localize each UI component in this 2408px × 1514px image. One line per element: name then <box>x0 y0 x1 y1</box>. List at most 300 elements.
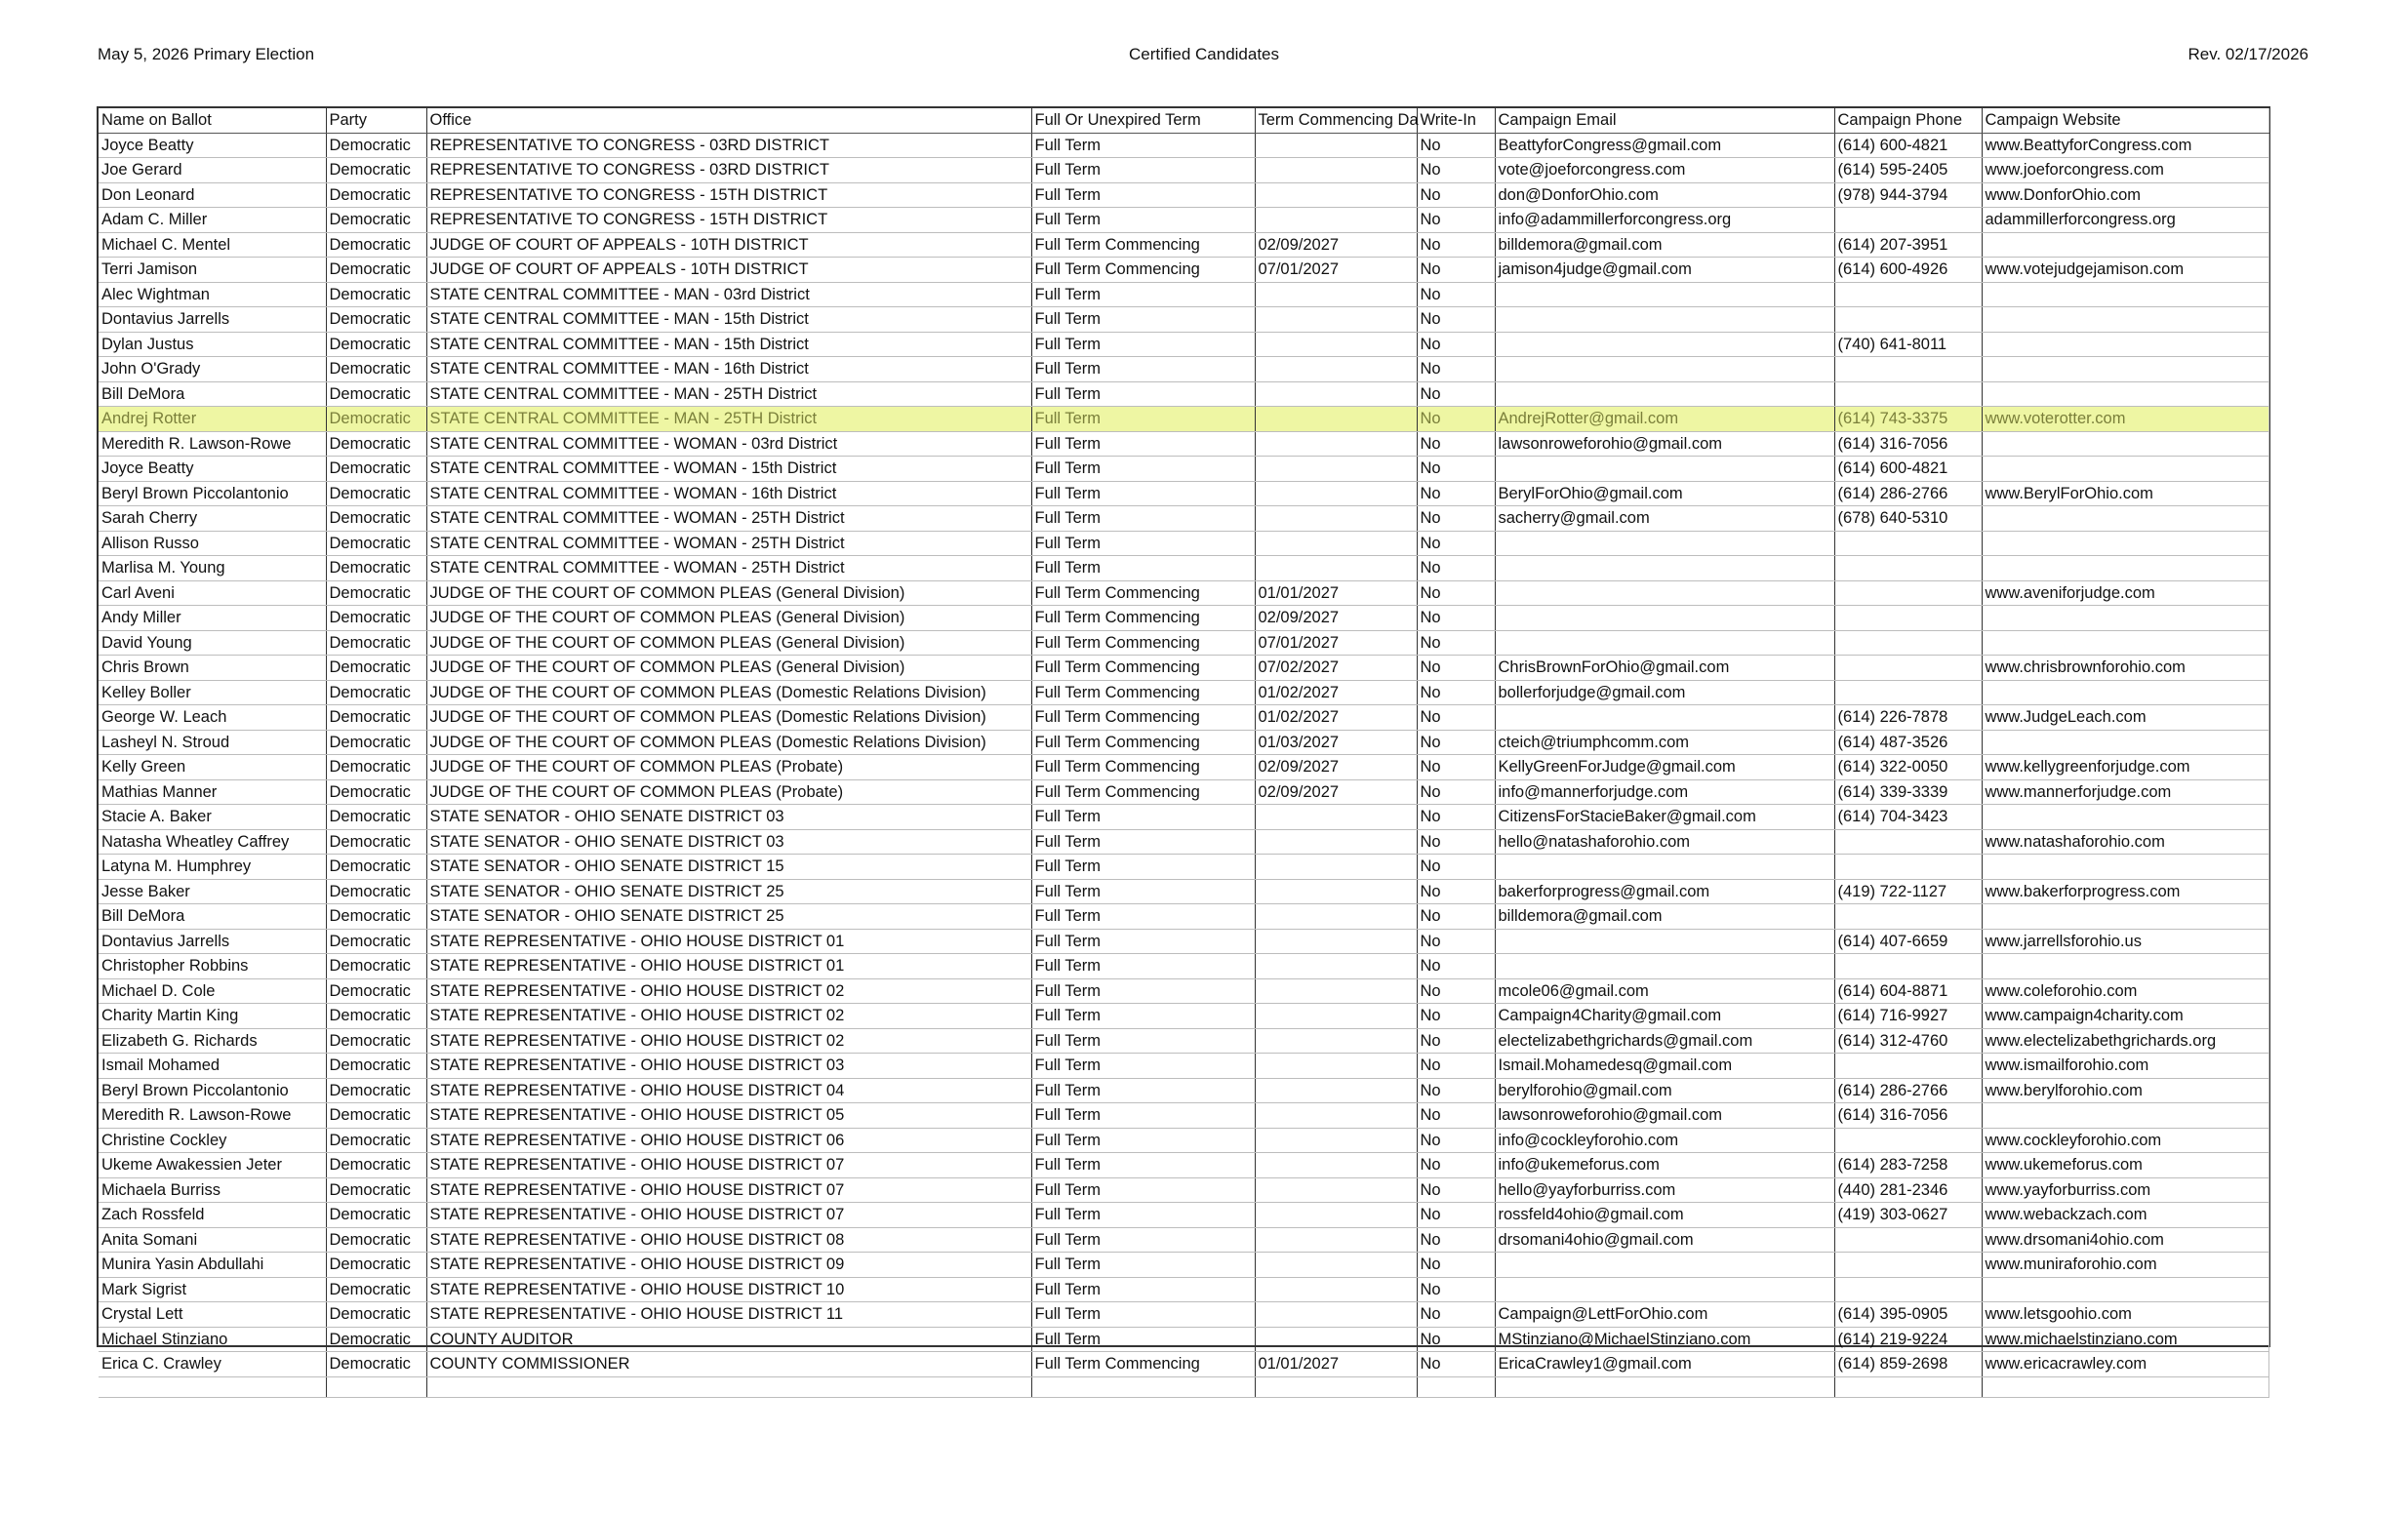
table-cell: Democratic <box>326 307 426 333</box>
table-cell: No <box>1417 407 1495 432</box>
table-row <box>99 1352 2268 1377</box>
table-cell <box>1495 954 1834 979</box>
table-cell: No <box>1417 755 1495 780</box>
table-row <box>99 357 2268 382</box>
table-cell <box>1495 357 1834 382</box>
table-cell: Full Term <box>1031 1078 1255 1103</box>
table-cell <box>1255 805 1417 830</box>
table-cell: Democratic <box>326 1177 426 1203</box>
table-row <box>99 182 2268 208</box>
column-header: Party <box>326 108 426 133</box>
table-cell: Democratic <box>326 457 426 482</box>
table-cell: Full Term <box>1031 855 1255 880</box>
table-cell <box>1834 282 1982 307</box>
column-header: Term Commencing Da <box>1255 108 1417 133</box>
table-cell: Democratic <box>326 879 426 904</box>
table-row <box>99 158 2268 183</box>
table-cell: www.drsomani4ohio.com <box>1982 1227 2268 1253</box>
table-cell: Democratic <box>326 282 426 307</box>
table-cell <box>1255 381 1417 407</box>
table-cell: STATE CENTRAL COMMITTEE - WOMAN - 03rd District <box>426 431 1031 457</box>
table-cell <box>1255 855 1417 880</box>
table-cell: www.campaign4charity.com <box>1982 1004 2268 1029</box>
table-cell: Michael C. Mentel <box>99 232 326 258</box>
candidates-table <box>99 108 2269 1398</box>
election-title: May 5, 2026 Primary Election <box>98 45 315 63</box>
table-cell: STATE REPRESENTATIVE - OHIO HOUSE DISTRICT 08 <box>426 1227 1031 1253</box>
table-cell: No <box>1417 1203 1495 1228</box>
table-cell: Allison Russo <box>99 531 326 556</box>
table-cell: lawsonroweforohio@gmail.com <box>1495 1103 1834 1129</box>
table-cell: STATE REPRESENTATIVE - OHIO HOUSE DISTRICT 03 <box>426 1054 1031 1079</box>
table-cell: Andy Miller <box>99 606 326 631</box>
table-cell: www.cockleyforohio.com <box>1982 1128 2268 1153</box>
table-row <box>99 1203 2268 1228</box>
table-cell <box>1255 1128 1417 1153</box>
table-cell: No <box>1417 258 1495 283</box>
table-cell: (614) 600-4821 <box>1834 133 1982 158</box>
empty-cell <box>1031 1376 1255 1397</box>
table-cell: Full Term Commencing <box>1031 779 1255 805</box>
table-cell: (614) 704-3423 <box>1834 805 1982 830</box>
table-cell: No <box>1417 158 1495 183</box>
table-row <box>99 879 2268 904</box>
table-cell: Full Term <box>1031 1203 1255 1228</box>
table-cell <box>1495 929 1834 954</box>
table-cell <box>1255 1227 1417 1253</box>
table-cell <box>1495 307 1834 333</box>
table-cell: bollerforjudge@gmail.com <box>1495 680 1834 705</box>
table-row <box>99 208 2268 233</box>
table-cell: Full Term <box>1031 879 1255 904</box>
table-cell: Full Term <box>1031 1177 1255 1203</box>
table-cell: www.voterotter.com <box>1982 407 2268 432</box>
table-cell: Joe Gerard <box>99 158 326 183</box>
table-row <box>99 1253 2268 1278</box>
table-row <box>99 1054 2268 1079</box>
table-cell: Mathias Manner <box>99 779 326 805</box>
table-cell: Full Term <box>1031 506 1255 532</box>
table-cell: No <box>1417 879 1495 904</box>
table-cell: John O'Grady <box>99 357 326 382</box>
table-cell: JUDGE OF COURT OF APPEALS - 10TH DISTRICT <box>426 258 1031 283</box>
table-cell: No <box>1417 232 1495 258</box>
table-cell: Carl Aveni <box>99 580 326 606</box>
table-cell: STATE CENTRAL COMMITTEE - WOMAN - 25TH District <box>426 556 1031 581</box>
table-cell: Full Term <box>1031 457 1255 482</box>
table-cell: Democratic <box>326 133 426 158</box>
table-cell: No <box>1417 1352 1495 1377</box>
table-row <box>99 1277 2268 1302</box>
table-cell <box>1255 1253 1417 1278</box>
table-cell <box>1495 457 1834 482</box>
empty-cell <box>1255 1376 1417 1397</box>
table-cell: Full Term <box>1031 1227 1255 1253</box>
table-cell <box>1982 307 2268 333</box>
table-row <box>99 1078 2268 1103</box>
table-cell: No <box>1417 1054 1495 1079</box>
table-cell: No <box>1417 1078 1495 1103</box>
table-cell <box>1982 606 2268 631</box>
table-cell: No <box>1417 855 1495 880</box>
table-cell: REPRESENTATIVE TO CONGRESS - 03RD DISTRICT <box>426 133 1031 158</box>
table-cell <box>1982 954 2268 979</box>
table-cell: billdemora@gmail.com <box>1495 904 1834 930</box>
table-cell: Kelly Green <box>99 755 326 780</box>
table-cell: Kelley Boller <box>99 680 326 705</box>
table-cell: Democratic <box>326 978 426 1004</box>
table-cell: Michael D. Cole <box>99 978 326 1004</box>
table-cell <box>1495 531 1834 556</box>
candidates-table-frame <box>97 106 2270 1374</box>
table-cell: Natasha Wheatley Caffrey <box>99 829 326 855</box>
table-cell: STATE CENTRAL COMMITTEE - MAN - 15th District <box>426 332 1031 357</box>
table-cell: No <box>1417 332 1495 357</box>
table-cell: STATE REPRESENTATIVE - OHIO HOUSE DISTRICT 02 <box>426 1028 1031 1054</box>
table-row <box>99 1153 2268 1178</box>
table-row <box>99 1177 2268 1203</box>
table-cell: MStinziano@MichaelStinziano.com <box>1495 1327 1834 1352</box>
table-cell: No <box>1417 705 1495 731</box>
table-cell <box>1255 481 1417 506</box>
table-cell: sacherry@gmail.com <box>1495 506 1834 532</box>
table-cell: www.votejudgejamison.com <box>1982 258 2268 283</box>
table-cell: STATE CENTRAL COMMITTEE - MAN - 15th District <box>426 307 1031 333</box>
table-cell: 01/01/2027 <box>1255 580 1417 606</box>
table-cell: Full Term Commencing <box>1031 606 1255 631</box>
table-row <box>99 630 2268 656</box>
table-cell: Democratic <box>326 1078 426 1103</box>
table-cell: No <box>1417 381 1495 407</box>
table-cell: 07/01/2027 <box>1255 630 1417 656</box>
table-cell: bakerforprogress@gmail.com <box>1495 879 1834 904</box>
table-cell: No <box>1417 307 1495 333</box>
table-cell: No <box>1417 282 1495 307</box>
table-cell: Campaign4Charity@gmail.com <box>1495 1004 1834 1029</box>
table-cell: (419) 722-1127 <box>1834 879 1982 904</box>
table-cell: Democratic <box>326 158 426 183</box>
table-cell <box>1495 332 1834 357</box>
table-cell <box>1255 531 1417 556</box>
table-cell: Democratic <box>326 1128 426 1153</box>
table-cell: Democratic <box>326 208 426 233</box>
table-cell <box>1255 431 1417 457</box>
table-row <box>99 1227 2268 1253</box>
table-row <box>99 531 2268 556</box>
table-cell <box>1255 158 1417 183</box>
table-cell: www.DonforOhio.com <box>1982 182 2268 208</box>
table-row <box>99 381 2268 407</box>
table-cell <box>1982 506 2268 532</box>
table-cell: STATE SENATOR - OHIO SENATE DISTRICT 25 <box>426 904 1031 930</box>
table-cell <box>1834 904 1982 930</box>
table-cell <box>1982 630 2268 656</box>
table-cell: Full Term <box>1031 381 1255 407</box>
table-cell: STATE REPRESENTATIVE - OHIO HOUSE DISTRICT 05 <box>426 1103 1031 1129</box>
table-cell <box>1982 431 2268 457</box>
table-cell: Full Term <box>1031 1327 1255 1352</box>
table-cell: (614) 207-3951 <box>1834 232 1982 258</box>
table-cell <box>1834 531 1982 556</box>
table-cell: No <box>1417 182 1495 208</box>
table-cell: No <box>1417 1177 1495 1203</box>
table-cell <box>1255 133 1417 158</box>
table-cell: Democratic <box>326 1153 426 1178</box>
table-cell: (614) 604-8871 <box>1834 978 1982 1004</box>
table-cell: drsomani4ohio@gmail.com <box>1495 1227 1834 1253</box>
table-cell: Full Term <box>1031 357 1255 382</box>
table-cell: Christine Cockley <box>99 1128 326 1153</box>
table-cell: Full Term <box>1031 829 1255 855</box>
table-cell: No <box>1417 1103 1495 1129</box>
table-cell: (614) 600-4926 <box>1834 258 1982 283</box>
table-cell: Full Term <box>1031 208 1255 233</box>
table-cell <box>1255 1302 1417 1328</box>
table-cell: rossfeld4ohio@gmail.com <box>1495 1203 1834 1228</box>
table-cell: BerylForOhio@gmail.com <box>1495 481 1834 506</box>
table-row <box>99 431 2268 457</box>
table-cell: Joyce Beatty <box>99 133 326 158</box>
table-cell: Full Term <box>1031 158 1255 183</box>
table-cell: cteich@triumphcomm.com <box>1495 730 1834 755</box>
table-cell: 01/02/2027 <box>1255 680 1417 705</box>
table-row <box>99 730 2268 755</box>
table-cell: Ukeme Awakessien Jeter <box>99 1153 326 1178</box>
table-cell: (614) 219-9224 <box>1834 1327 1982 1352</box>
table-cell: Democratic <box>326 829 426 855</box>
table-cell <box>1255 1327 1417 1352</box>
table-row <box>99 855 2268 880</box>
table-cell: (614) 226-7878 <box>1834 705 1982 731</box>
table-cell: Democratic <box>326 1028 426 1054</box>
table-cell: www.coleforohio.com <box>1982 978 2268 1004</box>
table-cell: No <box>1417 1028 1495 1054</box>
table-row <box>99 258 2268 283</box>
table-cell: Full Term <box>1031 1054 1255 1079</box>
table-cell <box>1255 1277 1417 1302</box>
table-cell: JUDGE OF THE COURT OF COMMON PLEAS (Probate) <box>426 779 1031 805</box>
table-cell: Full Term <box>1031 1277 1255 1302</box>
table-cell: Ismail Mohamed <box>99 1054 326 1079</box>
table-cell: Full Term <box>1031 904 1255 930</box>
table-cell <box>1982 457 2268 482</box>
table-cell: Michaela Burriss <box>99 1177 326 1203</box>
table-cell: Full Term Commencing <box>1031 232 1255 258</box>
table-row <box>99 705 2268 731</box>
table-cell <box>1495 606 1834 631</box>
column-header: Write-In <box>1417 108 1495 133</box>
table-cell: Democratic <box>326 1352 426 1377</box>
table-cell: STATE REPRESENTATIVE - OHIO HOUSE DISTRICT 07 <box>426 1153 1031 1178</box>
table-cell: No <box>1417 1004 1495 1029</box>
table-cell <box>1834 1253 1982 1278</box>
table-cell: jamison4judge@gmail.com <box>1495 258 1834 283</box>
table-cell: REPRESENTATIVE TO CONGRESS - 03RD DISTRICT <box>426 158 1031 183</box>
table-cell: No <box>1417 133 1495 158</box>
table-cell: (614) 487-3526 <box>1834 730 1982 755</box>
table-cell <box>1834 208 1982 233</box>
table-cell: Democratic <box>326 1327 426 1352</box>
table-cell: (614) 600-4821 <box>1834 457 1982 482</box>
table-cell: www.BeattyforCongress.com <box>1982 133 2268 158</box>
table-cell <box>1255 556 1417 581</box>
table-cell <box>1834 829 1982 855</box>
table-cell <box>1255 282 1417 307</box>
table-cell: JUDGE OF THE COURT OF COMMON PLEAS (General Division) <box>426 656 1031 681</box>
table-cell <box>1834 656 1982 681</box>
table-cell: Anita Somani <box>99 1227 326 1253</box>
table-row <box>99 457 2268 482</box>
table-cell <box>1982 855 2268 880</box>
table-cell: (419) 303-0627 <box>1834 1203 1982 1228</box>
table-row <box>99 656 2268 681</box>
table-cell: No <box>1417 457 1495 482</box>
table-cell: No <box>1417 556 1495 581</box>
table-cell <box>1255 904 1417 930</box>
table-cell: Democratic <box>326 1277 426 1302</box>
table-cell: Full Term Commencing <box>1031 755 1255 780</box>
table-cell <box>1982 730 2268 755</box>
table-row <box>99 506 2268 532</box>
table-cell: Full Term <box>1031 307 1255 333</box>
table-cell: (614) 316-7056 <box>1834 431 1982 457</box>
table-cell <box>1495 282 1834 307</box>
table-row <box>99 954 2268 979</box>
table-cell: Full Term <box>1031 556 1255 581</box>
table-cell <box>1255 407 1417 432</box>
table-cell <box>1255 1078 1417 1103</box>
table-cell <box>1834 954 1982 979</box>
table-cell <box>1255 1028 1417 1054</box>
table-cell <box>1255 332 1417 357</box>
table-cell: ChrisBrownForOhio@gmail.com <box>1495 656 1834 681</box>
table-cell: No <box>1417 730 1495 755</box>
table-row <box>99 1028 2268 1054</box>
table-cell: lawsonroweforohio@gmail.com <box>1495 431 1834 457</box>
table-row <box>99 133 2268 158</box>
table-cell: Democratic <box>326 531 426 556</box>
table-cell: 01/03/2027 <box>1255 730 1417 755</box>
column-header: Name on Ballot <box>99 108 326 133</box>
table-cell: No <box>1417 630 1495 656</box>
table-cell: www.ericacrawley.com <box>1982 1352 2268 1377</box>
table-cell: don@DonforOhio.com <box>1495 182 1834 208</box>
table-cell <box>1834 556 1982 581</box>
table-cell <box>1834 606 1982 631</box>
table-cell <box>1834 357 1982 382</box>
table-cell: STATE REPRESENTATIVE - OHIO HOUSE DISTRICT 09 <box>426 1253 1031 1278</box>
table-cell: Full Term Commencing <box>1031 705 1255 731</box>
table-cell: hello@natashaforohio.com <box>1495 829 1834 855</box>
table-cell <box>1495 1253 1834 1278</box>
table-cell: Full Term Commencing <box>1031 656 1255 681</box>
table-cell: (614) 859-2698 <box>1834 1352 1982 1377</box>
table-row <box>99 1327 2268 1352</box>
table-cell: Democratic <box>326 580 426 606</box>
table-row <box>99 332 2268 357</box>
table-cell: Marlisa M. Young <box>99 556 326 581</box>
table-cell: STATE REPRESENTATIVE - OHIO HOUSE DISTRICT 07 <box>426 1203 1031 1228</box>
table-cell: No <box>1417 1327 1495 1352</box>
table-cell: Democratic <box>326 680 426 705</box>
table-cell: berylforohio@gmail.com <box>1495 1078 1834 1103</box>
table-cell: Full Term <box>1031 805 1255 830</box>
table-cell: Full Term <box>1031 407 1255 432</box>
table-cell: (614) 339-3339 <box>1834 779 1982 805</box>
table-cell <box>1495 855 1834 880</box>
table-cell: STATE CENTRAL COMMITTEE - WOMAN - 25TH District <box>426 506 1031 532</box>
table-cell: JUDGE OF THE COURT OF COMMON PLEAS (Probate) <box>426 755 1031 780</box>
table-row <box>99 1302 2268 1328</box>
table-cell: 02/09/2027 <box>1255 232 1417 258</box>
table-cell <box>1982 680 2268 705</box>
table-cell: STATE REPRESENTATIVE - OHIO HOUSE DISTRICT 02 <box>426 1004 1031 1029</box>
table-cell: Bill DeMora <box>99 904 326 930</box>
table-cell: Democratic <box>326 481 426 506</box>
table-cell: Democratic <box>326 1054 426 1079</box>
table-cell: info@ukemeforus.com <box>1495 1153 1834 1178</box>
table-cell <box>1834 630 1982 656</box>
table-cell <box>1255 208 1417 233</box>
table-cell: Democratic <box>326 1203 426 1228</box>
table-cell: Democratic <box>326 407 426 432</box>
table-cell: (740) 641-8011 <box>1834 332 1982 357</box>
table-cell <box>1255 1203 1417 1228</box>
table-row <box>99 606 2268 631</box>
table-cell: Full Term <box>1031 182 1255 208</box>
table-cell <box>1982 282 2268 307</box>
table-cell <box>1255 1177 1417 1203</box>
table-cell <box>1834 680 1982 705</box>
table-row <box>99 779 2268 805</box>
table-cell: Elizabeth G. Richards <box>99 1028 326 1054</box>
table-cell <box>1255 457 1417 482</box>
table-cell <box>1982 381 2268 407</box>
table-cell: Full Term <box>1031 531 1255 556</box>
table-cell: No <box>1417 357 1495 382</box>
table-cell: No <box>1417 1253 1495 1278</box>
table-cell: Full Term Commencing <box>1031 680 1255 705</box>
table-row <box>99 1128 2268 1153</box>
table-cell: Campaign@LettForOhio.com <box>1495 1302 1834 1328</box>
table-row <box>99 755 2268 780</box>
column-header: Campaign Phone <box>1834 108 1982 133</box>
table-cell <box>1495 381 1834 407</box>
table-cell: (614) 743-3375 <box>1834 407 1982 432</box>
table-cell: No <box>1417 1227 1495 1253</box>
empty-cell <box>99 1376 326 1397</box>
table-cell: STATE REPRESENTATIVE - OHIO HOUSE DISTRICT 07 <box>426 1177 1031 1203</box>
table-cell: Democratic <box>326 656 426 681</box>
table-cell <box>1255 1153 1417 1178</box>
table-cell: STATE REPRESENTATIVE - OHIO HOUSE DISTRICT 10 <box>426 1277 1031 1302</box>
table-cell: Dontavius Jarrells <box>99 307 326 333</box>
table-cell: No <box>1417 680 1495 705</box>
table-cell: Zach Rossfeld <box>99 1203 326 1228</box>
table-cell: STATE CENTRAL COMMITTEE - MAN - 16th District <box>426 357 1031 382</box>
column-header: Office <box>426 108 1031 133</box>
table-cell: Full Term <box>1031 1028 1255 1054</box>
table-cell: www.muniraforohio.com <box>1982 1253 2268 1278</box>
table-cell: www.michaelstinziano.com <box>1982 1327 2268 1352</box>
table-cell: Sarah Cherry <box>99 506 326 532</box>
table-cell: Full Term <box>1031 481 1255 506</box>
table-cell <box>1255 978 1417 1004</box>
table-cell: Joyce Beatty <box>99 457 326 482</box>
table-cell: No <box>1417 805 1495 830</box>
table-cell: David Young <box>99 630 326 656</box>
table-cell: Beryl Brown Piccolantonio <box>99 1078 326 1103</box>
